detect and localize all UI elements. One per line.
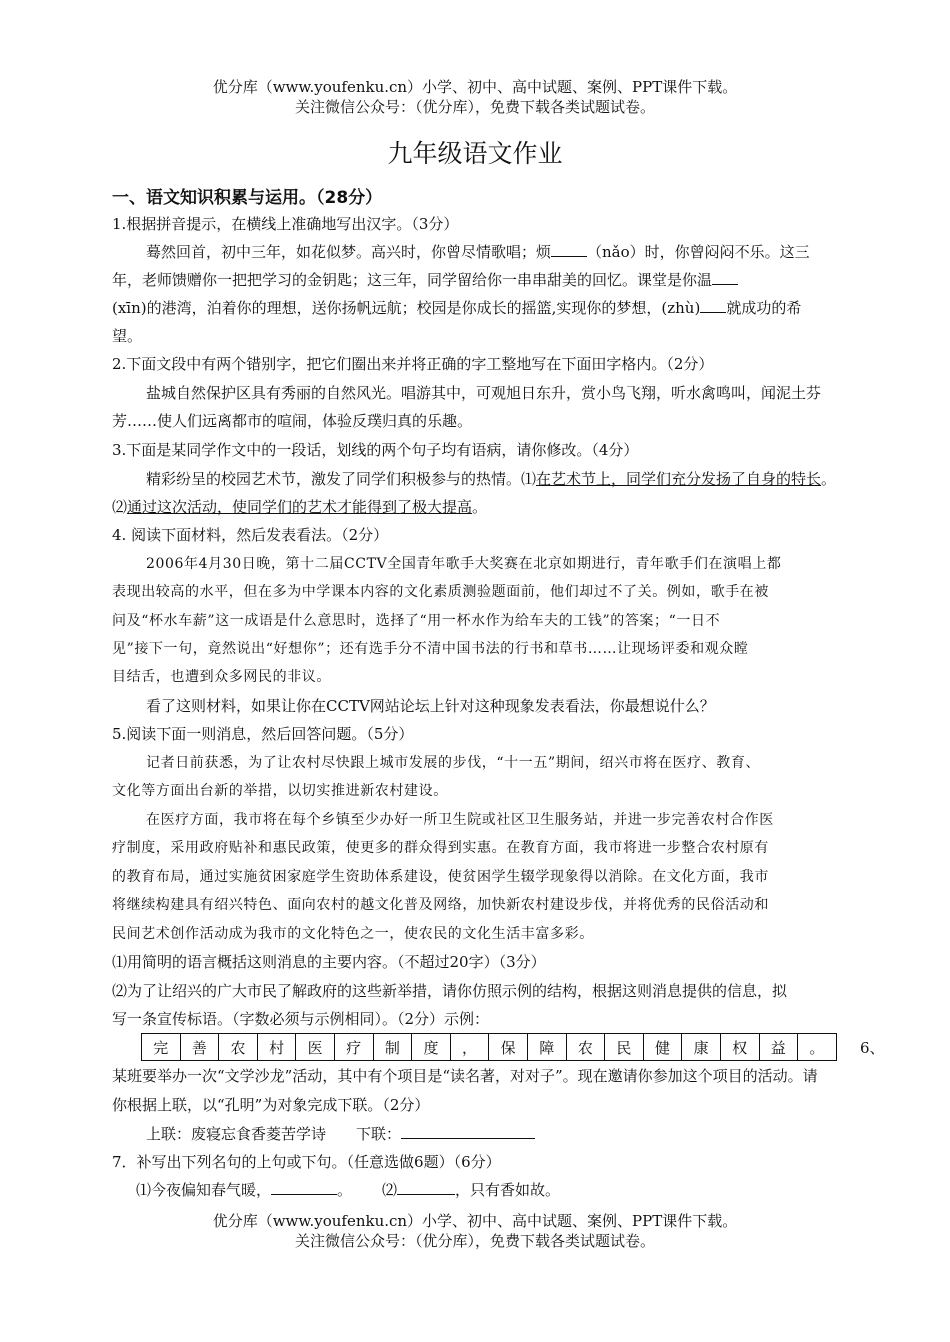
example-slogan-grid — [141, 1033, 837, 1061]
section-heading: 一、语文知识积累与运用。（28分） — [112, 188, 383, 208]
grid-cell: 农 — [566, 1034, 605, 1061]
grid-cell: 疗 — [334, 1034, 373, 1061]
q3-text: ⑵ — [112, 498, 128, 516]
q3-prompt: 3.下面是某同学作文中的一段话，划线的两个句子均有语病，请你修改。（4分） — [112, 441, 639, 459]
grid-cell: 民 — [605, 1034, 644, 1061]
grid-cell: 医 — [296, 1034, 335, 1061]
q1-blank-1[interactable] — [551, 240, 587, 257]
q4-line-6: 看了这则材料，如果让你在CCTV网站论坛上针对这种现象发表看法，你最想说什么？ — [146, 697, 715, 715]
grid-cell: 保 — [489, 1034, 528, 1061]
q5-line-5: 的教育布局，通过实施贫困家庭学生资助体系建设，使贫困学生辍学现象得以消除。在文化方面，我市 — [112, 869, 769, 885]
q7-item-1-end: 。 — [337, 1181, 353, 1199]
q1-line-2 — [112, 268, 892, 292]
q1-text: （nǎo）时，你曾闷闷不乐。这三 — [587, 243, 810, 261]
q4-prompt: 4. 阅读下面材料，然后发表看法。（2分） — [112, 526, 389, 544]
lower-couplet-label: 下联： — [356, 1125, 402, 1143]
q5-line-2: 文化等方面出台新的举措，以切实推进新农村建设。 — [112, 783, 448, 799]
q5-line-1: 记者日前获悉，为了让农村尽快跟上城市发展的步伐，“十一五”期间，绍兴市将在医疗、教育、 — [146, 755, 761, 771]
grid-cell: 权 — [720, 1034, 759, 1061]
grid-cell: 。 — [798, 1034, 837, 1061]
q7-prompt: 7．补写出下列名句的上句或下句。（任意选做6题）（6分） — [112, 1153, 501, 1171]
q2-prompt: 2.下面文段中有两个错别字，把它们圈出来并将正确的字工整地写在下面田字格内。（2分） — [112, 355, 714, 373]
q6-line-2: 你根据上联，以“孔明”为对象完成下联。（2分） — [112, 1096, 430, 1114]
q3-text: 。 — [472, 498, 488, 516]
grid-cell: 完 — [142, 1034, 181, 1061]
grid-cell: 善 — [180, 1034, 219, 1061]
q5-line-7: 民间艺术创作活动成为我市的文化特色之一，使农民的文化生活丰富多彩。 — [112, 926, 594, 942]
q6-line-1: 某班要举办一次“文学沙龙”活动，其中有个项目是“读名著，对对子”。现在邀请你参加这个项目的活动。请 — [112, 1067, 818, 1085]
q1-prompt: 1.根据拼音提示，在横线上准确地写出汉字。（3分） — [112, 215, 459, 233]
q3-text: 。 — [821, 470, 837, 488]
q1-blank-3[interactable] — [700, 296, 726, 313]
q1-line-4: 望。 — [112, 327, 143, 345]
q1-text: 就成功的希 — [726, 299, 802, 317]
footer-line-1: 优分库（www.youfenku.cn）小学、初中、高中试题、案例、PPT课件下载。 — [212, 1212, 738, 1230]
q3-underlined-sentence-2: 通过这次活动，使同学们的艺术才能得到了极大提高 — [127, 498, 473, 516]
q7-item-2: ⑵ — [382, 1181, 398, 1199]
q1-line-3 — [112, 296, 892, 320]
q5-sub-2a: ⑵为了让绍兴的广大市民了解政府的这些新举措，请你仿照示例的结构，根据这则消息提供的信息，拟 — [112, 982, 788, 1000]
grid-cell: 康 — [682, 1034, 721, 1061]
grid-cell: 益 — [759, 1034, 798, 1061]
header-line-2: 关注微信公众号：（优分库），免费下载各类试题试卷。 — [294, 98, 655, 116]
q6-couplet — [146, 1122, 926, 1146]
lower-couplet-blank[interactable] — [401, 1122, 535, 1139]
upper-couplet: 上联：废寝忘食香菱苦学诗 — [146, 1125, 327, 1143]
q5-line-6: 将继续构建具有绍兴特色、面向农村的越文化普及网络，加快新农村建设步伐，并将优秀的民俗活动和 — [112, 897, 769, 913]
q1-blank-2[interactable] — [712, 268, 738, 285]
grid-cell: 农 — [219, 1034, 258, 1061]
q7-blank-2[interactable] — [397, 1178, 455, 1195]
q2-line-1: 盐城自然保护区具有秀丽的自然风光。唱游其中，可观旭日东升，赏小鸟飞翔，听水禽鸣叫，闻泥土芬 — [146, 384, 822, 402]
header-line-1: 优分库（www.youfenku.cn）小学、初中、高中试题、案例、PPT课件下载。 — [212, 78, 738, 96]
q5-sub-1: ⑴用简明的语言概括这则消息的主要内容。（不超过20字）（3分） — [112, 953, 546, 971]
q7-items — [136, 1178, 916, 1202]
q2-line-2: 芳……使人们远离都市的喧闹，体验反璞归真的乐趣。 — [112, 412, 473, 430]
q5-sub-2b: 写一条宣传标语。（字数必须与示例相同）。（2分）示例： — [112, 1010, 490, 1028]
grid-cell: 健 — [643, 1034, 682, 1061]
q4-line-1: 2006年4月30日晚，第十二届CCTV全国青年歌手大奖赛在北京如期进行，青年歌手们在演唱上都 — [146, 556, 782, 572]
q3-underlined-sentence-1: 在艺术节上，同学们充分发扬了自身的特长 — [536, 470, 822, 488]
q1-text: 年，老师馈赠你一把把学习的金钥匙；这三年，同学留给你一串串甜美的回忆。课堂是你温 — [112, 271, 713, 289]
q3-line-1 — [146, 467, 892, 491]
q7-blank-1[interactable] — [271, 1178, 337, 1195]
q3-line-2 — [112, 495, 892, 519]
q7-item-2-end: ，只有香如故。 — [455, 1181, 561, 1199]
q6-number: 6、 — [860, 1039, 885, 1057]
grid-cell: ， — [450, 1034, 489, 1061]
grid-row — [142, 1034, 837, 1061]
q3-text: 精彩纷呈的校园艺术节，激发了同学们积极参与的热情。⑴ — [146, 470, 537, 488]
q1-line-1 — [146, 240, 892, 264]
footer-line-2: 关注微信公众号：（优分库），免费下载各类试题试卷。 — [294, 1232, 655, 1250]
q7-item-1: ⑴今夜偏知春气暖， — [136, 1181, 272, 1199]
q4-line-2: 表现出较高的水平，但在多为中学课本内容的文化素质测验题面前，他们却过不了关。例如，歌手在被 — [112, 584, 769, 600]
q5-line-4: 疗制度，采用政府贴补和惠民政策，使更多的群众得到实惠。在教育方面，我市将进一步整合农村原有 — [112, 840, 769, 856]
q1-text: (xīn)的港湾，泊着你的理想，送你扬帆远航；校园是你成长的摇篮,实现你的梦想，(zhù) — [112, 299, 701, 317]
page-title: 九年级语文作业 — [387, 139, 563, 168]
grid-cell: 障 — [527, 1034, 566, 1061]
q4-line-4: 见”接下一句，竟然说出“好想你”；还有选手分不清中国书法的行书和草书……让现场评委和观众瞠 — [112, 641, 749, 657]
grid-cell: 度 — [412, 1034, 451, 1061]
q5-prompt: 5.阅读下面一则消息，然后回答问题。（5分） — [112, 725, 414, 743]
q1-text: 蓦然回首，初中三年，如花似梦。高兴时，你曾尽情歌唱；烦 — [146, 243, 552, 261]
q4-line-5: 目结舌，也遭到众多网民的非议。 — [112, 669, 331, 685]
grid-cell: 村 — [257, 1034, 296, 1061]
q4-line-3: 问及“杯水车薪”这一成语是什么意思时，选择了“用一杯水作为给车夫的工钱”的答案；“一日不 — [112, 613, 721, 629]
grid-cell: 制 — [373, 1034, 412, 1061]
q5-line-3: 在医疗方面，我市将在每个乡镇至少办好一所卫生院或社区卫生服务站，并进一步完善农村合作医 — [146, 812, 774, 828]
